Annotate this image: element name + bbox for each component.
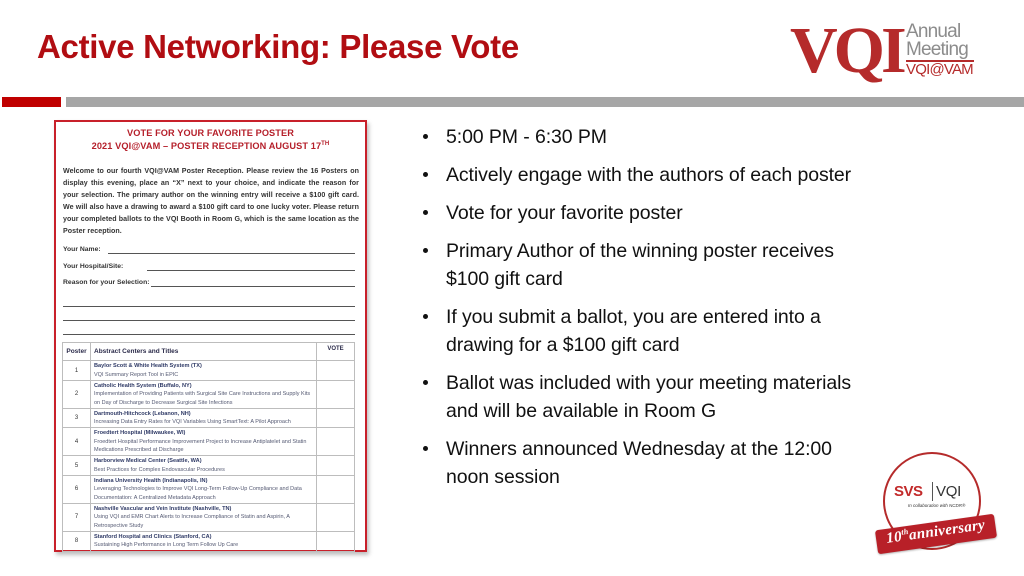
table-row bbox=[63, 408, 355, 428]
vqi-logo-annual: Annual bbox=[906, 21, 961, 42]
poster-center: Baylor Scott & White Health System (TX) bbox=[94, 363, 202, 370]
table-row bbox=[63, 456, 355, 476]
header-vote: VOTE bbox=[317, 343, 355, 361]
poster-title: VQI Summary Report Tool in EPIC bbox=[94, 371, 179, 378]
bullet-item: Winners announced Wednesday at the 12:00 noon session bbox=[422, 435, 852, 491]
poster-number: 8 bbox=[63, 531, 91, 551]
badge-ribbon-text: 10thanniversary bbox=[885, 517, 987, 547]
vote-cell bbox=[317, 456, 355, 476]
vote-cell bbox=[317, 381, 355, 409]
bullet-icon bbox=[423, 380, 428, 385]
badge-divider bbox=[932, 482, 933, 501]
poster-title: Using VQI and EMR Chart Alerts to Increase Compliance of Statin and Aspirin, A Retrospective Study bbox=[94, 514, 290, 529]
bullet-list bbox=[422, 123, 852, 501]
ballot-blank-line bbox=[63, 320, 355, 321]
badge-vqi: VQI bbox=[936, 483, 961, 500]
table-row bbox=[63, 428, 355, 456]
poster-table-header bbox=[63, 343, 355, 361]
ballot-image bbox=[54, 120, 367, 552]
table-row bbox=[63, 531, 355, 551]
poster-title: Sustaining High Performance in Long Term Follow Up Care bbox=[94, 542, 239, 549]
poster-title: Leveraging Technologies to Improve VQI Long-Term Follow-Up Compliance and Data Documentation: A Centralized Metadata Approach bbox=[94, 486, 302, 501]
poster-center: Dartmouth-Hitchcock (Lebanon, NH) bbox=[94, 410, 191, 417]
ballot-heading: VOTE FOR YOUR FAVORITE POSTER bbox=[127, 128, 294, 138]
vqi-logo-meeting: Meeting bbox=[906, 39, 968, 60]
poster-number: 5 bbox=[63, 456, 91, 476]
ballot-hospital-label: Your Hospital/Site: bbox=[63, 263, 124, 270]
vote-cell bbox=[317, 361, 355, 381]
badge-svs: SVS bbox=[894, 483, 923, 500]
ballot-name-label: Your Name: bbox=[63, 246, 101, 253]
vqi-annual-meeting-logo bbox=[790, 14, 990, 88]
slide-title: Active Networking: Please Vote bbox=[37, 28, 519, 65]
poster-entry bbox=[91, 408, 317, 428]
vote-cell bbox=[317, 531, 355, 551]
poster-entry bbox=[91, 456, 317, 476]
table-row bbox=[63, 381, 355, 409]
bullet-icon bbox=[423, 248, 428, 253]
poster-entry bbox=[91, 381, 317, 409]
poster-center: Froedtert Hospital (Milwaukee, WI) bbox=[94, 430, 186, 437]
ballot-blank-line bbox=[63, 334, 355, 335]
ballot-subheading: 2021 VQI@VAM – POSTER RECEPTION AUGUST 17TH bbox=[91, 141, 330, 152]
table-row bbox=[63, 361, 355, 381]
bullet-icon bbox=[423, 134, 428, 139]
bullet-item: If you submit a ballot, you are entered into a drawing for a $100 gift card bbox=[422, 303, 852, 359]
bullet-icon bbox=[423, 210, 428, 215]
header-titles: Abstract Centers and Titles bbox=[91, 343, 317, 361]
poster-entry bbox=[91, 531, 317, 551]
poster-title: Increasing Data Entry Rates for VQI Variables Using SmartText: A Pilot Approach bbox=[94, 419, 291, 426]
poster-entry bbox=[91, 475, 317, 503]
poster-entry bbox=[91, 428, 317, 456]
bullet-icon bbox=[423, 172, 428, 177]
poster-number: 4 bbox=[63, 428, 91, 456]
vote-cell bbox=[317, 428, 355, 456]
poster-title: Implementation of Providing Patients with Surgical Site Care Instructions and Supply Kits on Day of Discharge to Decrease Surgical Site Infections bbox=[94, 391, 311, 406]
vqi-logo-vam: VQI@VAM bbox=[906, 61, 973, 78]
ballot-intro: Welcome to our fourth VQI@VAM Poster Reception. Please review the 16 Posters on display this evening, place an “X” next to your choice, and indicate the reason for your selection. The primary author on the winning entry will receive a $100 gift card. We will also have a drawing to award a $100 gift card to one lucky voter. Please return your completed ballots to the VQI Booth in Room G, which is the same location as the Poster reception. bbox=[63, 167, 359, 235]
poster-title: Best Practices for Complex Endovascular Procedures bbox=[94, 466, 225, 473]
poster-center: Stanford Hospital and Clinics (Stanford, CA) bbox=[94, 534, 212, 541]
poster-number: 3 bbox=[63, 408, 91, 428]
poster-number: 6 bbox=[63, 475, 91, 503]
poster-number: 1 bbox=[63, 361, 91, 381]
poster-entry bbox=[91, 503, 317, 531]
bullet-item: Vote for your favorite poster bbox=[422, 199, 852, 227]
ballot-blank-line bbox=[63, 306, 355, 307]
table-row bbox=[63, 475, 355, 503]
svs-vqi-anniversary-badge bbox=[872, 450, 1018, 560]
bullet-icon bbox=[423, 314, 428, 319]
poster-center: Catholic Health System (Buffalo, NY) bbox=[94, 383, 192, 389]
poster-center: Nashville Vascular and Vein Institute (Nashville, TN) bbox=[94, 505, 232, 512]
vote-cell bbox=[317, 503, 355, 531]
poster-number: 2 bbox=[63, 381, 91, 409]
bullet-icon bbox=[423, 446, 428, 451]
vqi-logo-mark: VQI bbox=[790, 14, 903, 87]
bullet-item: Actively engage with the authors of each poster bbox=[422, 161, 852, 189]
poster-table bbox=[62, 342, 355, 552]
bullet-item: Primary Author of the winning poster receives $100 gift card bbox=[422, 237, 852, 293]
vote-cell bbox=[317, 408, 355, 428]
table-row bbox=[63, 503, 355, 531]
title-rule bbox=[66, 97, 1024, 107]
ballot-hospital-line bbox=[147, 270, 355, 271]
poster-title: Froedtert Hospital Performance Improvement Project to Increase Antiplatelet and Statin Medications Prescribed at Discharge bbox=[94, 438, 307, 454]
bullet-item: 5:00 PM - 6:30 PM bbox=[422, 123, 852, 151]
poster-center: Indiana University Health (Indianapolis, IN) bbox=[94, 478, 208, 485]
poster-center: Harborview Medical Center (Seattle, WA) bbox=[94, 458, 202, 465]
poster-entry bbox=[91, 361, 317, 381]
poster-number: 7 bbox=[63, 503, 91, 531]
ballot-reason-line bbox=[151, 286, 355, 287]
ballot-reason-label: Reason for your Selection: bbox=[63, 279, 150, 286]
header-poster: Poster bbox=[63, 343, 91, 361]
bullet-item: Ballot was included with your meeting materials and will be available in Room G bbox=[422, 369, 852, 425]
ballot-name-line bbox=[108, 253, 355, 254]
vote-cell bbox=[317, 475, 355, 503]
badge-collab: In collaboration with NCDR® bbox=[908, 503, 966, 508]
title-rule-accent bbox=[2, 97, 61, 107]
